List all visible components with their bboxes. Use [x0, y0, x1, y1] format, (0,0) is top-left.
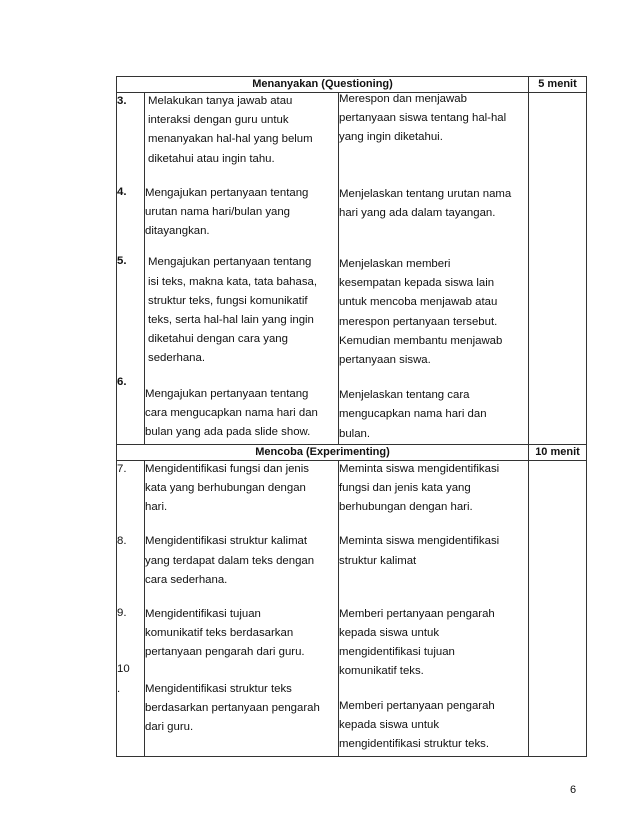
student-activity: Mengidentifikasi struktur kalimat yang terdapat dalam teks dengan cara sederhana. — [145, 535, 315, 586]
lesson-plan-table — [116, 76, 587, 757]
student-activity: Mengajukan pertanyaan tentang urutan nama hari/bulan yang ditayangkan. — [145, 186, 309, 238]
section-duration: 10 menit — [529, 444, 587, 460]
teacher-response: Menjelaskan memberi kesempatan kepada siswa lain untuk mencoba menjawab atau merespon pertanyaan tersebut. Kemudian membantu menjawab pertanyaan siswa. — [339, 258, 503, 367]
student-activity: Mengidentifikasi fungsi dan jenis kata yang berhubungan dengan hari. — [145, 462, 309, 514]
step-number: 9. — [117, 607, 127, 620]
teacher-response: Memberi pertanyaan pengarah kepada siswa untuk mengidentifikasi struktur teks. — [339, 699, 495, 751]
teacher-response: Menjelaskan tentang cara mengucapkan nama hari dan bulan. — [339, 389, 487, 440]
duration-column — [529, 460, 587, 756]
teacher-response-column — [339, 93, 529, 445]
student-activity: Melakukan tanya jawab atau interaksi dengan guru untuk menanyakan hal-hal yang belum diketahui atau ingin tahu. — [148, 95, 313, 165]
teacher-response: Meminta siswa mengidentifikasi fungsi dan jenis kata yang berhubungan dengan hari. — [339, 462, 500, 514]
section-body-experimenting — [117, 460, 587, 756]
student-activity: Mengajukan pertanyaan tentang cara mengucapkan nama hari dan bulan yang ada pada slide show. — [145, 387, 318, 439]
section-body-questioning — [117, 93, 587, 445]
section-header-experimenting — [117, 444, 587, 460]
step-number: 5. — [117, 255, 127, 268]
teacher-response: Menjelaskan tentang urutan nama hari yang ada dalam tayangan. — [339, 187, 512, 219]
step-number: 10 . — [117, 663, 130, 695]
teacher-response: Memberi pertanyaan pengarah kepada siswa untuk mengidentifikasi tujuan komunikatif teks. — [339, 607, 495, 678]
student-activity: Mengajukan pertanyaan tentang isi teks, makna kata, tata bahasa, struktur teks, fungsi komunikatif teks, serta hal-hal lain yang ingin diketahui dengan cara yang sederhana. — [148, 256, 318, 365]
section-title: Mencoba (Experimenting) — [117, 444, 529, 460]
step-number-column — [117, 460, 145, 756]
student-activity-column — [145, 460, 339, 756]
step-number: 6. — [117, 375, 127, 388]
page-number: 6 — [570, 784, 577, 796]
duration-column — [529, 93, 587, 445]
student-activity-column — [145, 93, 339, 445]
step-number: 4. — [117, 186, 127, 199]
section-duration: 5 menit — [529, 77, 587, 93]
teacher-response: Merespon dan menjawab pertanyaan siswa tentang hal-hal yang ingin diketahui. — [339, 93, 507, 144]
student-activity: Mengidentifikasi tujuan komunikatif teks berdasarkan pertanyaan pengarah dari guru. — [145, 608, 305, 659]
teacher-response: Meminta siswa mengidentifikasi struktur kalimat — [339, 535, 500, 567]
step-number: 3. — [117, 95, 127, 107]
step-number-column — [117, 93, 145, 445]
step-number: 8. — [117, 535, 127, 548]
step-number: 7. — [117, 462, 127, 475]
section-title: Menanyakan (Questioning) — [117, 77, 529, 93]
student-activity: Mengidentifikasi struktur teks berdasarkan pertanyaan pengarah dari guru. — [145, 682, 320, 734]
teacher-response-column — [339, 460, 529, 756]
